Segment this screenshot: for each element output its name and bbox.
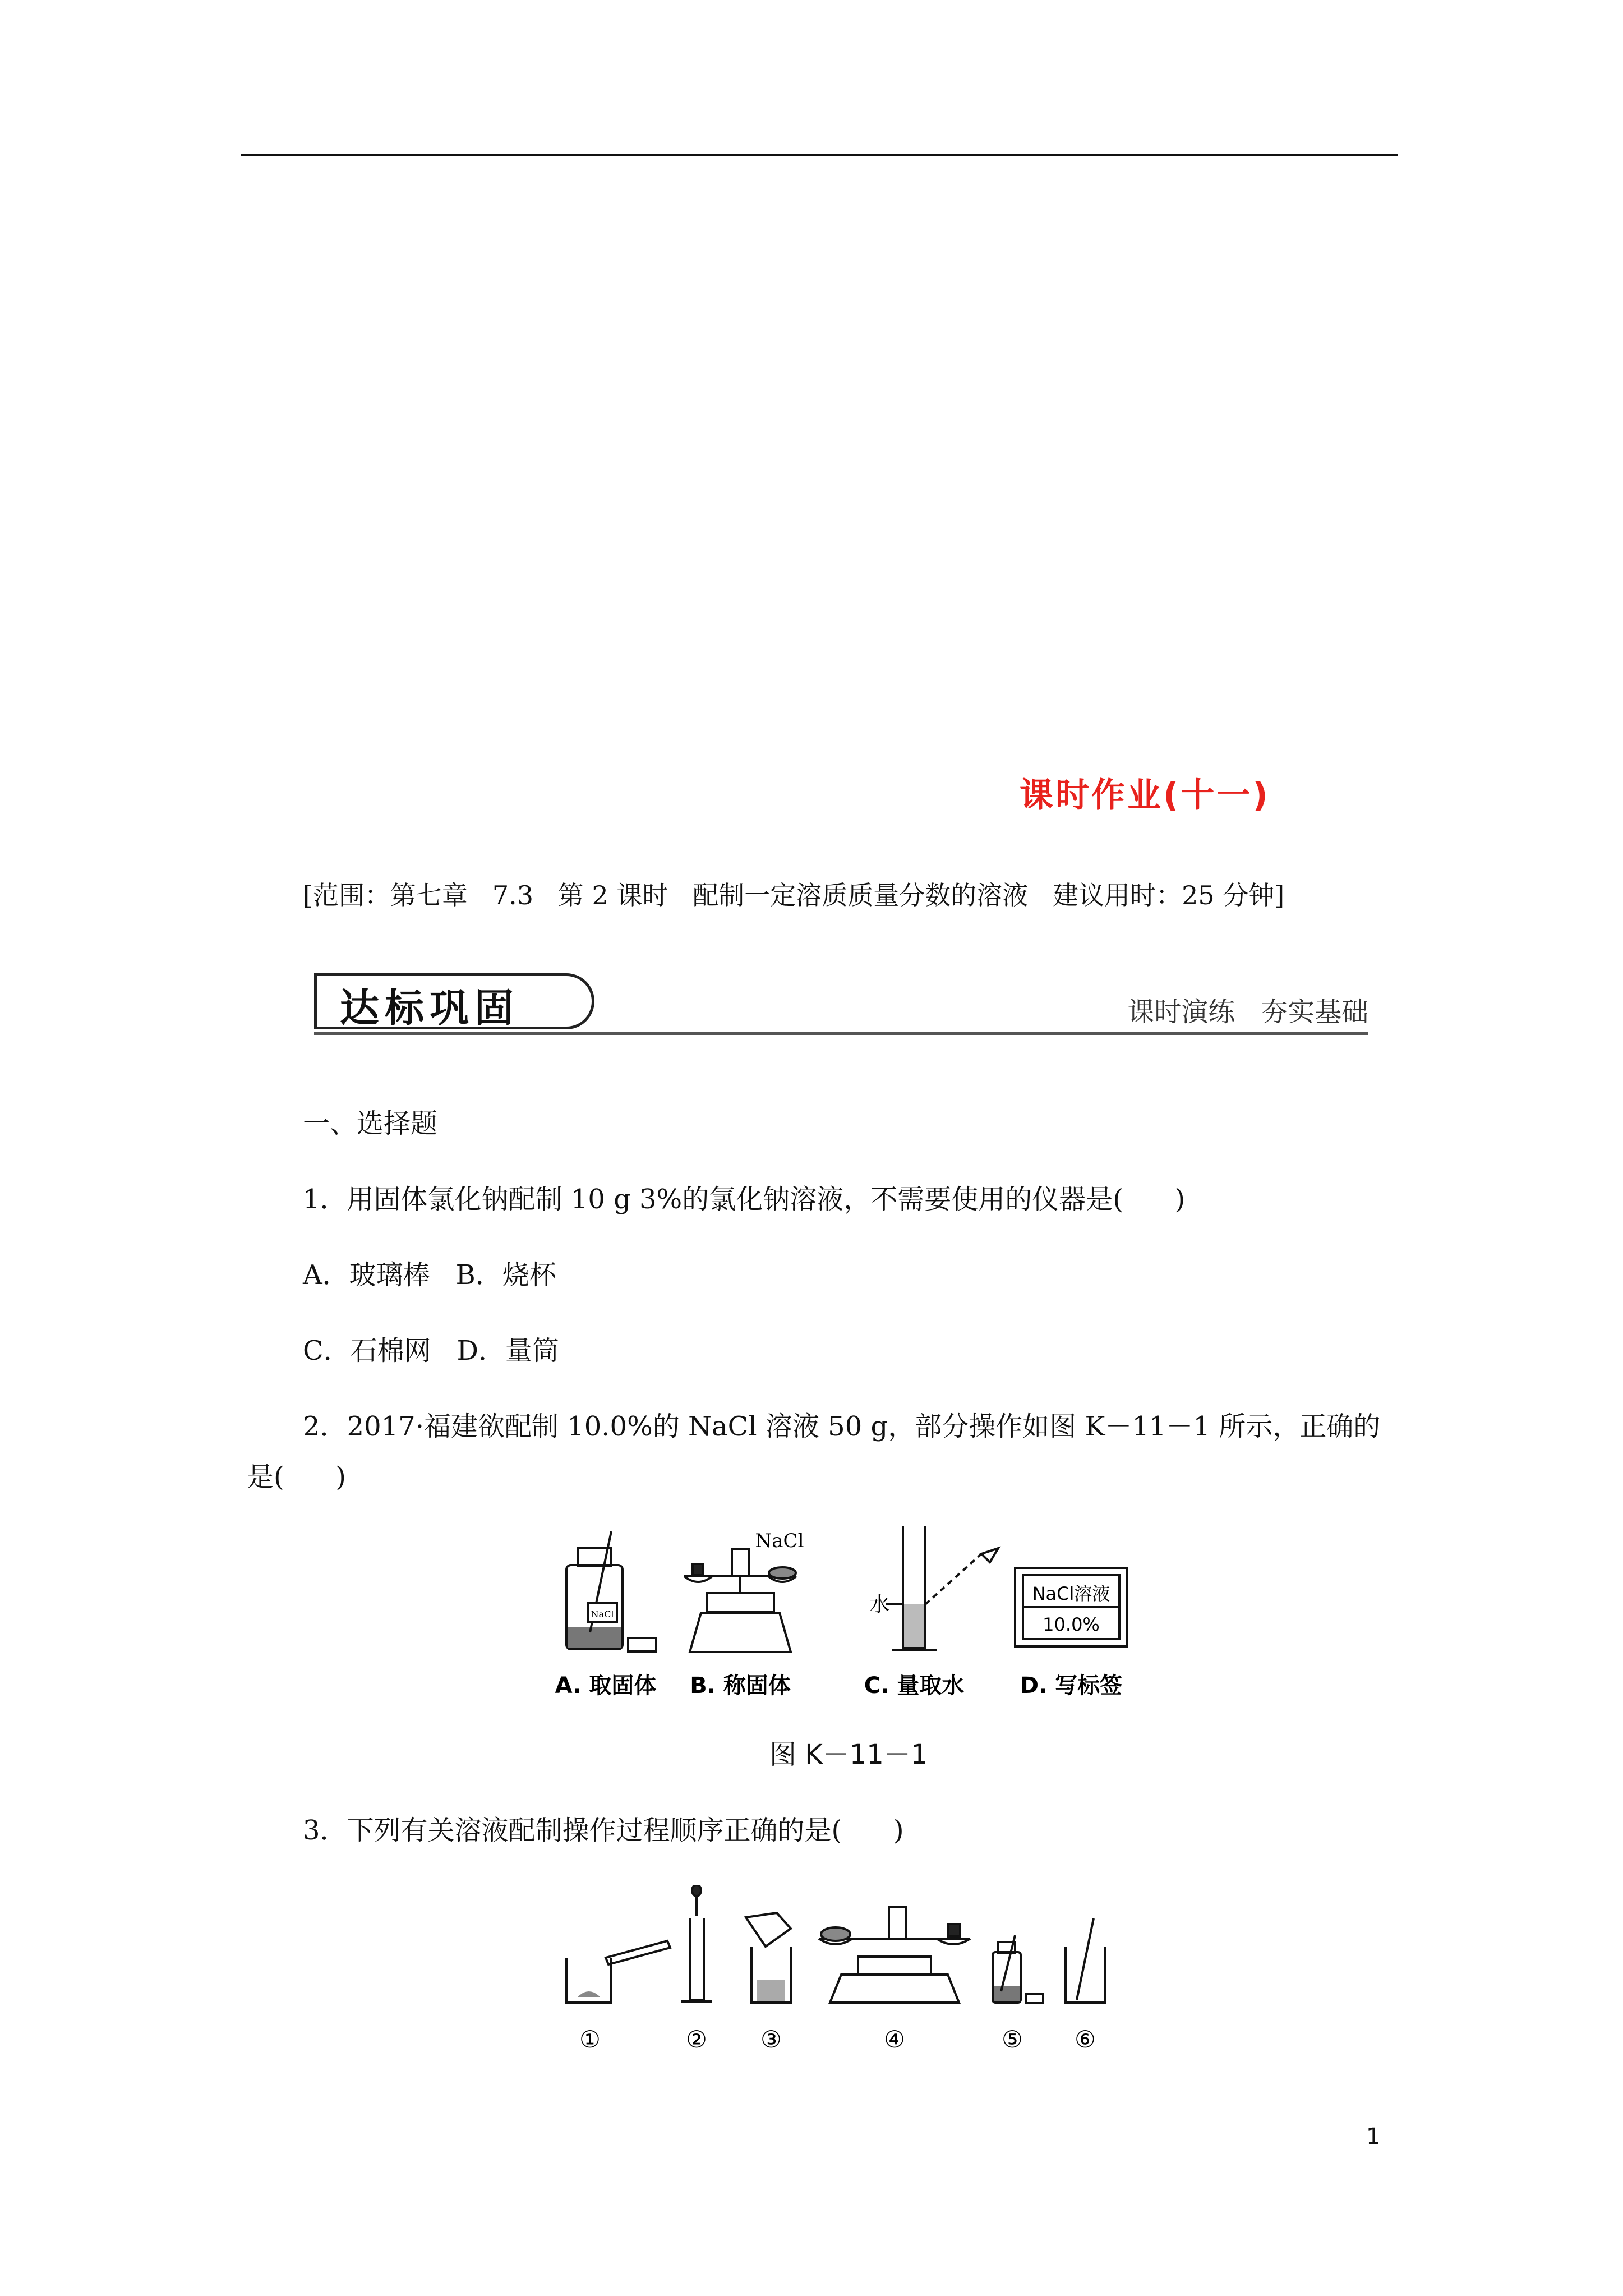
header-rule xyxy=(241,154,1398,156)
section-heading: 一、选择题 xyxy=(303,1108,438,1139)
step-label-3: ③ xyxy=(760,2026,782,2053)
tag-line2: 10.0% xyxy=(1043,1614,1100,1635)
scope-line: [范围：第七章 7.3 第 2 课时 配制一定溶质质量分数的溶液 建议用时：25 分钟] xyxy=(303,880,1285,910)
figure-caption: 图 K－11－1 xyxy=(769,1739,928,1770)
step-label-6: ⑥ xyxy=(1075,2026,1096,2053)
fig-label-a: A. 取固体 xyxy=(555,1673,657,1699)
section-banner xyxy=(314,973,1368,1035)
banner-label: 达标巩固 xyxy=(340,985,519,1031)
banner-subtitle: 课时演练 夯实基础 xyxy=(1127,996,1368,1028)
q3-stem: 3．下列有关溶液配制操作过程顺序正确的是( ) xyxy=(303,1815,904,1846)
bottle-label: NaCl xyxy=(591,1609,614,1619)
tag-line1: NaCl溶液 xyxy=(1032,1583,1110,1604)
bottle-illustration xyxy=(566,1531,656,1651)
water-label: 水 xyxy=(869,1593,890,1616)
q2-stem-line2: 是( ) xyxy=(247,1461,347,1493)
banner-underline xyxy=(314,1032,1368,1035)
nacl-label: NaCl xyxy=(755,1530,804,1552)
q3-steps-illustration xyxy=(566,1885,1105,2003)
step-label-1: ① xyxy=(579,2026,601,2053)
q1-options-ab: A．玻璃棒 B．烧杯 xyxy=(303,1259,556,1291)
page-number: 1 xyxy=(1366,2124,1381,2150)
page-title: 课时作业(十一) xyxy=(1020,776,1270,815)
figure-k-11-1 xyxy=(555,1515,1161,1705)
balance-illustration xyxy=(684,1549,796,1652)
fig-label-d: D. 写标签 xyxy=(1020,1673,1123,1699)
q1-options-cd: C．石棉网 D．量筒 xyxy=(303,1335,559,1366)
step-label-2: ② xyxy=(686,2026,707,2053)
step-label-4: ④ xyxy=(884,2026,905,2053)
step-label-5: ⑤ xyxy=(1002,2026,1023,2053)
fig-label-c: C. 量取水 xyxy=(864,1673,965,1699)
q3-figure xyxy=(555,1885,1150,2064)
fig-label-b: B. 称固体 xyxy=(690,1673,791,1699)
cylinder-illustration xyxy=(886,1526,998,1650)
q1-stem: 1．用固体氯化钠配制 10 g 3%的氯化钠溶液，不需要使用的仪器是( ) xyxy=(303,1184,1186,1215)
q2-stem-line1: 2．2017·福建欲配制 10.0%的 NaCl 溶液 50 g，部分操作如图 K－11－1 所示，正确的 xyxy=(303,1411,1381,1442)
